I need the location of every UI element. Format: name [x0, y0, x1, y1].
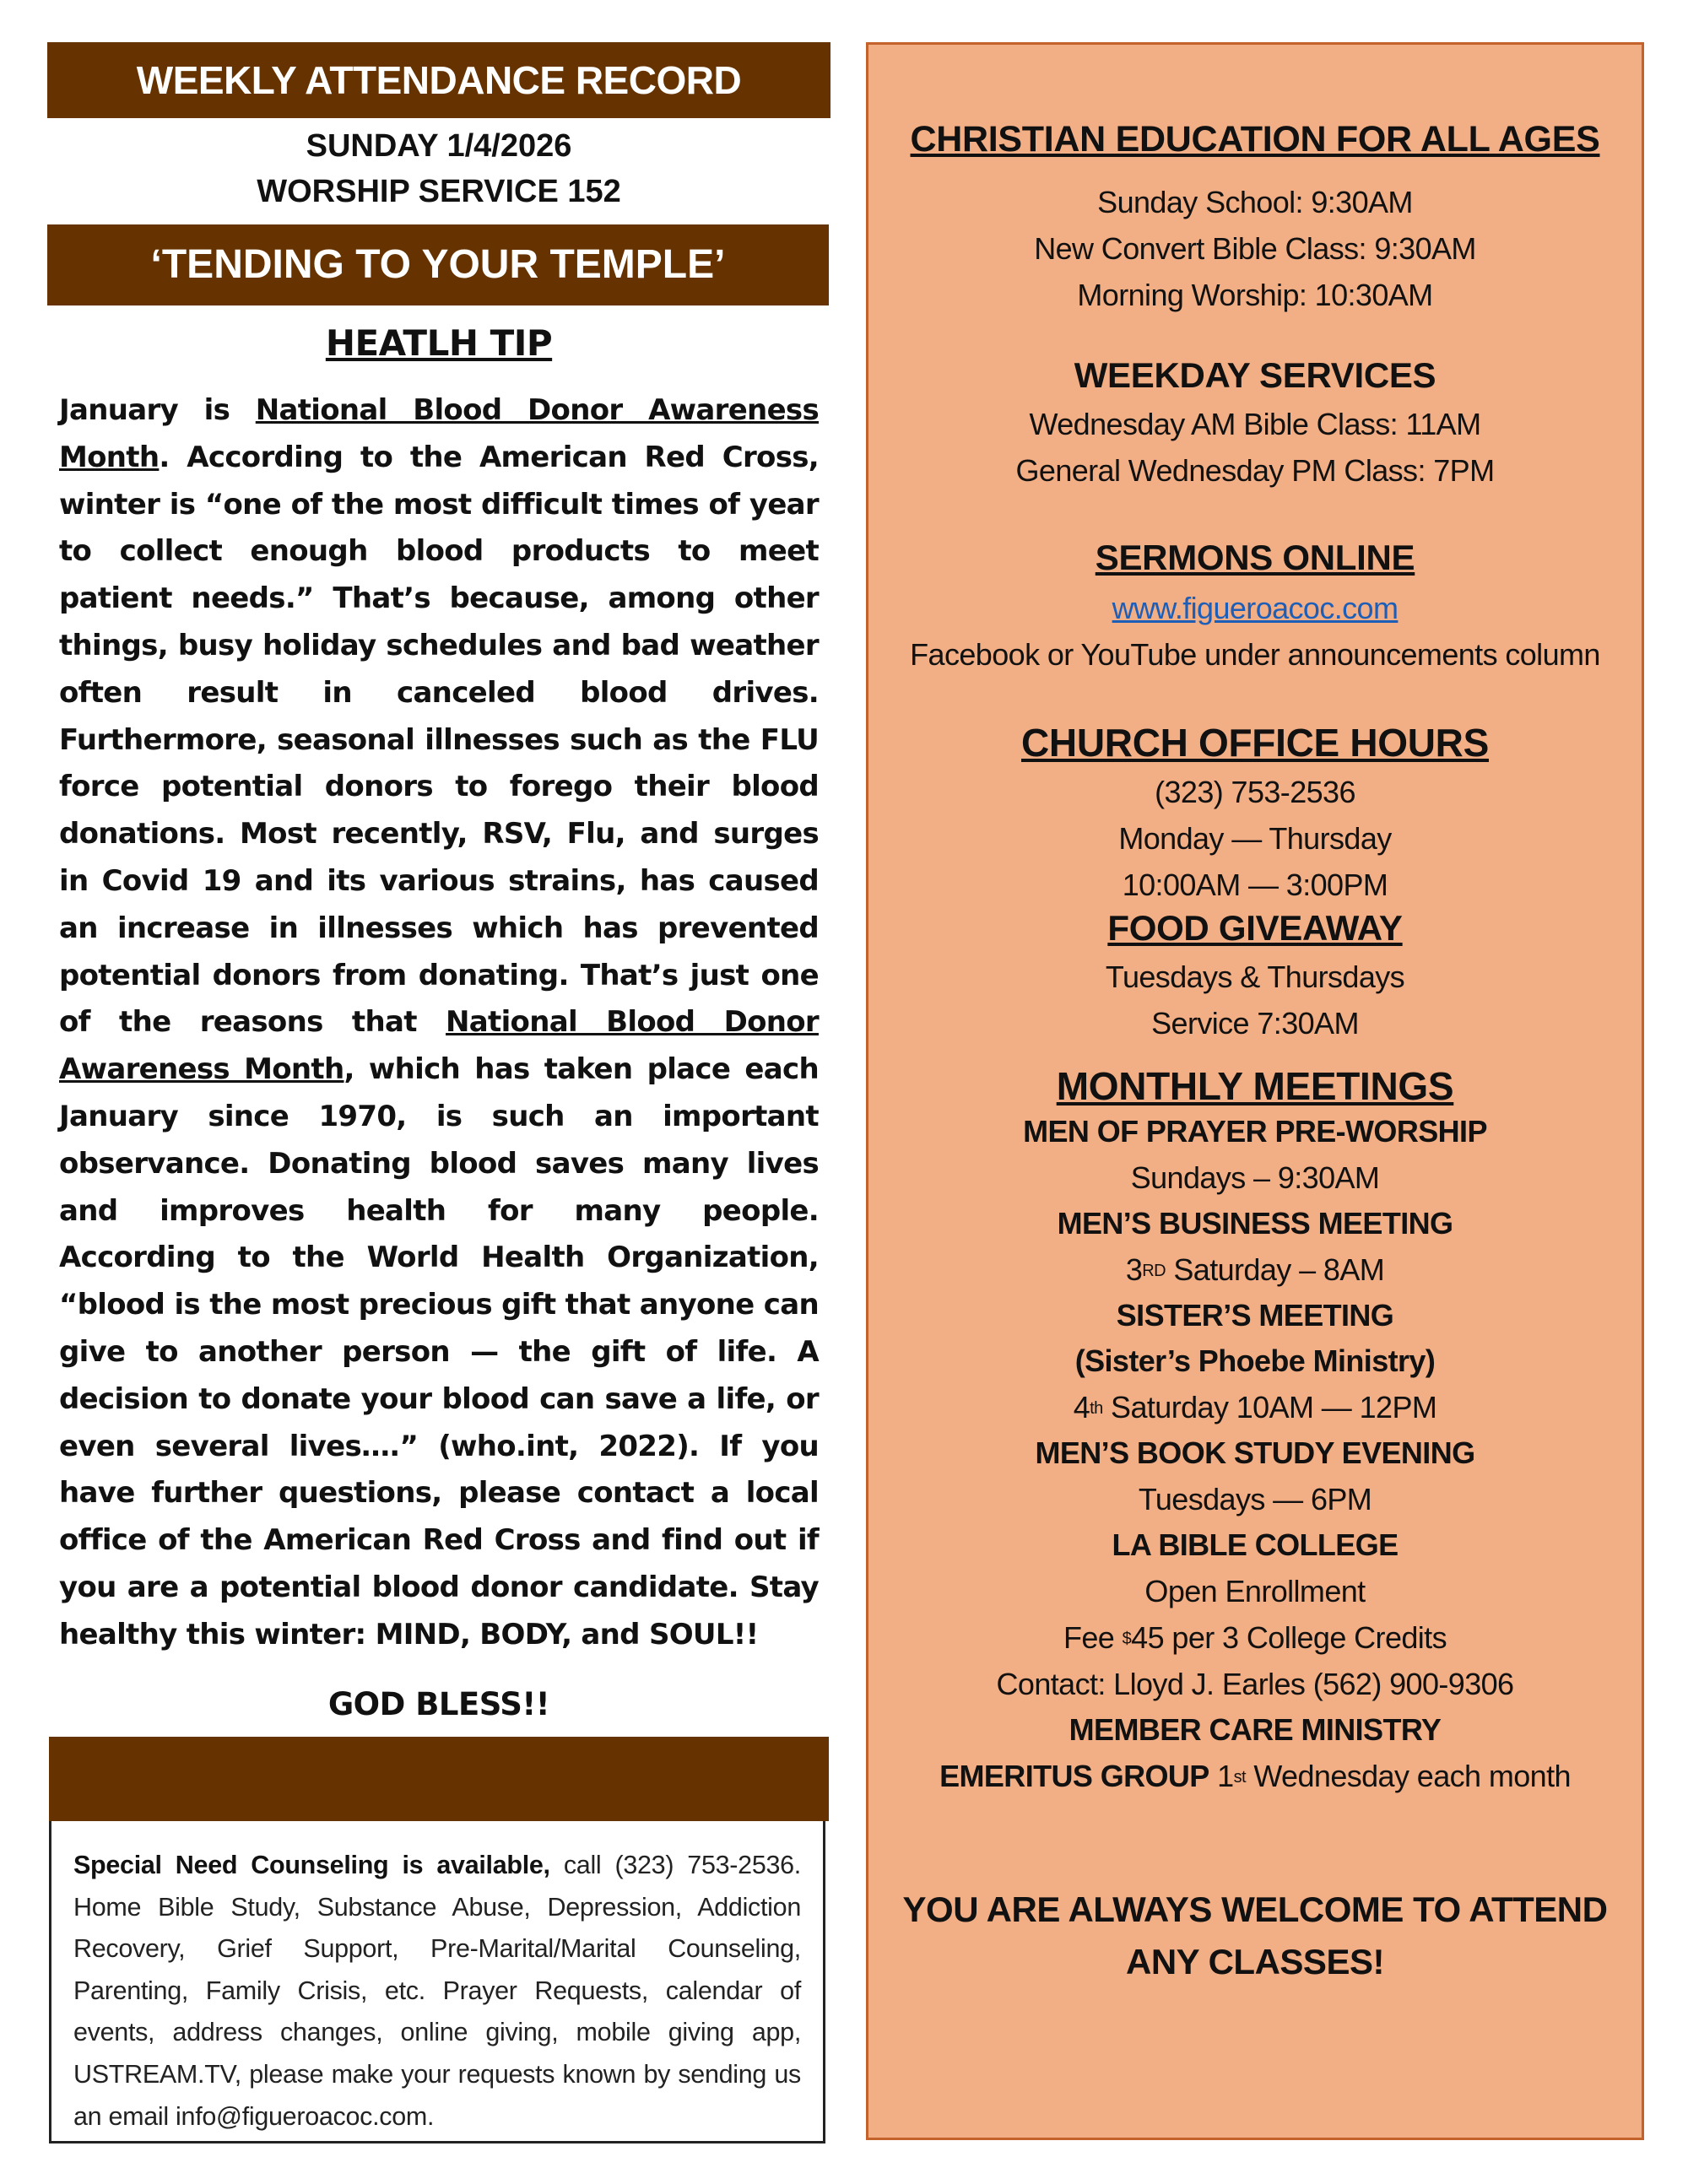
- prayer-time: Sundays – 9:30AM: [1130, 1160, 1380, 1195]
- food-time: Service 7:30AM: [1151, 1006, 1359, 1041]
- service-date: SUNDAY 1/4/2026: [306, 128, 572, 164]
- tip-underline-1: National Blood Donor Awareness Month: [59, 393, 819, 474]
- tip-text-1: January is: [59, 393, 256, 427]
- office-phone: (323) 753-2536: [1155, 775, 1355, 809]
- right-panel: [866, 42, 1644, 2140]
- service-number: WORSHIP SERVICE 152: [257, 174, 621, 209]
- emeritus-line: EMERITUS GROUP 1st Wednesday each month: [939, 1759, 1571, 1793]
- counseling-box: [49, 1821, 825, 2143]
- care-title: MEMBER CARE MINISTRY: [1069, 1712, 1442, 1747]
- health-tip-title: HEATLH TIP: [325, 322, 553, 364]
- college-fee: Fee $45 per 3 College Credits: [1063, 1620, 1447, 1655]
- meetings-title: MONTHLY MEETINGS: [1056, 1064, 1454, 1108]
- business-time: 3RD Saturday – 8AM: [1125, 1252, 1385, 1287]
- theme-banner: ‘TENDING TO YOUR TEMPLE’: [47, 224, 829, 305]
- business-title: MEN’S BUSINESS MEETING: [1057, 1206, 1453, 1241]
- weekday-line: General Wednesday PM Class: 7PM: [1015, 453, 1495, 488]
- counseling-banner: [49, 1737, 829, 1821]
- god-bless: GOD BLESS!!: [327, 1685, 550, 1722]
- food-title: FOOD GIVEAWAY: [1107, 908, 1403, 948]
- college-title: LA BIBLE COLLEGE: [1112, 1527, 1399, 1562]
- counseling-lead: Special Need Counseling is available,: [73, 1851, 550, 1879]
- book-time: Tuesdays — 6PM: [1138, 1482, 1372, 1516]
- closing-line-1: YOU ARE ALWAYS WELCOME TO ATTEND: [902, 1889, 1608, 1929]
- food-days: Tuesdays & Thursdays: [1105, 960, 1405, 994]
- office-days: Monday — Thursday: [1118, 821, 1392, 856]
- office-hours: 10:00AM — 3:00PM: [1122, 868, 1388, 902]
- education-line: Sunday School: 9:30AM: [1097, 185, 1413, 219]
- sister-time: 4th Saturday 10AM — 12PM: [1073, 1390, 1437, 1424]
- tip-text-2: . According to the American Red Cross, winter is “one of the most difficult times of year to collect enough blood products to meet patient needs.” That’s because, among other things, busy holiday schedules and bad weather often result in canceled blood drives. Furthermore, seasonal illnesses such as the FLU force potential donors to forego their blood donations. Most recently, RSV, Flu, and surges in Covid 19 and its various strains, has caused an increase in illnesses which has prevented potential donors from donating. That’s just one of the reasons that: [59, 440, 819, 1040]
- education-line: New Convert Bible Class: 9:30AM: [1034, 231, 1476, 266]
- sister-title: SISTER’S MEETING: [1116, 1298, 1394, 1333]
- attendance-banner: WEEKLY ATTENDANCE RECORD: [47, 42, 830, 118]
- sermons-title: SERMONS ONLINE: [1095, 538, 1415, 577]
- closing-message: [868, 1884, 1642, 1988]
- left-column: [47, 42, 830, 1722]
- education-title: CHRISTIAN EDUCATION FOR ALL AGES: [910, 119, 1600, 159]
- college-enrollment: Open Enrollment: [1144, 1574, 1366, 1608]
- office-hours-title: CHURCH OFFICE HOURS: [1021, 721, 1489, 765]
- closing-line-2: ANY CLASSES!: [1126, 1942, 1384, 1981]
- book-title: MEN’S BOOK STUDY EVENING: [1035, 1435, 1475, 1470]
- tip-text-3: , which has taken place each January since 1970, is such an important observance. Donating blood saves many lives and improves health for many people. According to the World Health Organization, “blood is the most precious gift that anyone can give to another person — the gift of life. A decision to donate your blood can save a life, or even several lives….” (who.int, 2022). If you have further questions, please contact a local office of the American Red Cross and find out if you are a potential blood donor candidate. Stay healthy this winter: MIND, BODY, and SOUL!!: [59, 1052, 819, 1652]
- tip-underline-2: National Blood Donor Awareness Month: [59, 1005, 819, 1087]
- sister-subtitle: (Sister’s Phoebe Ministry): [1074, 1343, 1436, 1378]
- health-tip-body: [59, 387, 819, 1659]
- education-line: Morning Worship: 10:30AM: [1077, 278, 1433, 312]
- weekday-line: Wednesday AM Bible Class: 11AM: [1029, 407, 1481, 441]
- counseling-body: call (323) 753-2536. Home Bible Study, Substance Abuse, Depression, Addiction Recovery, Grief Support, Pre-Marital/Marital Counseling, Parenting, Family Crisis, etc. Prayer Requests, calendar of events, address changes, online giving, mobile giving app, USTREAM.TV, please make your requests known by sending us an email info@figueroacoc.com.: [73, 1851, 801, 2131]
- prayer-title: MEN OF PRAYER PRE-WORSHIP: [1023, 1114, 1487, 1149]
- sermons-note: Facebook or YouTube under announcements column: [910, 637, 1600, 672]
- website-link[interactable]: www.figueroacoc.com: [1112, 591, 1399, 625]
- weekday-title: WEEKDAY SERVICES: [1074, 355, 1436, 395]
- service-info: [47, 123, 830, 214]
- college-contact: Contact: Lloyd J. Earles (562) 900-9306: [996, 1667, 1514, 1701]
